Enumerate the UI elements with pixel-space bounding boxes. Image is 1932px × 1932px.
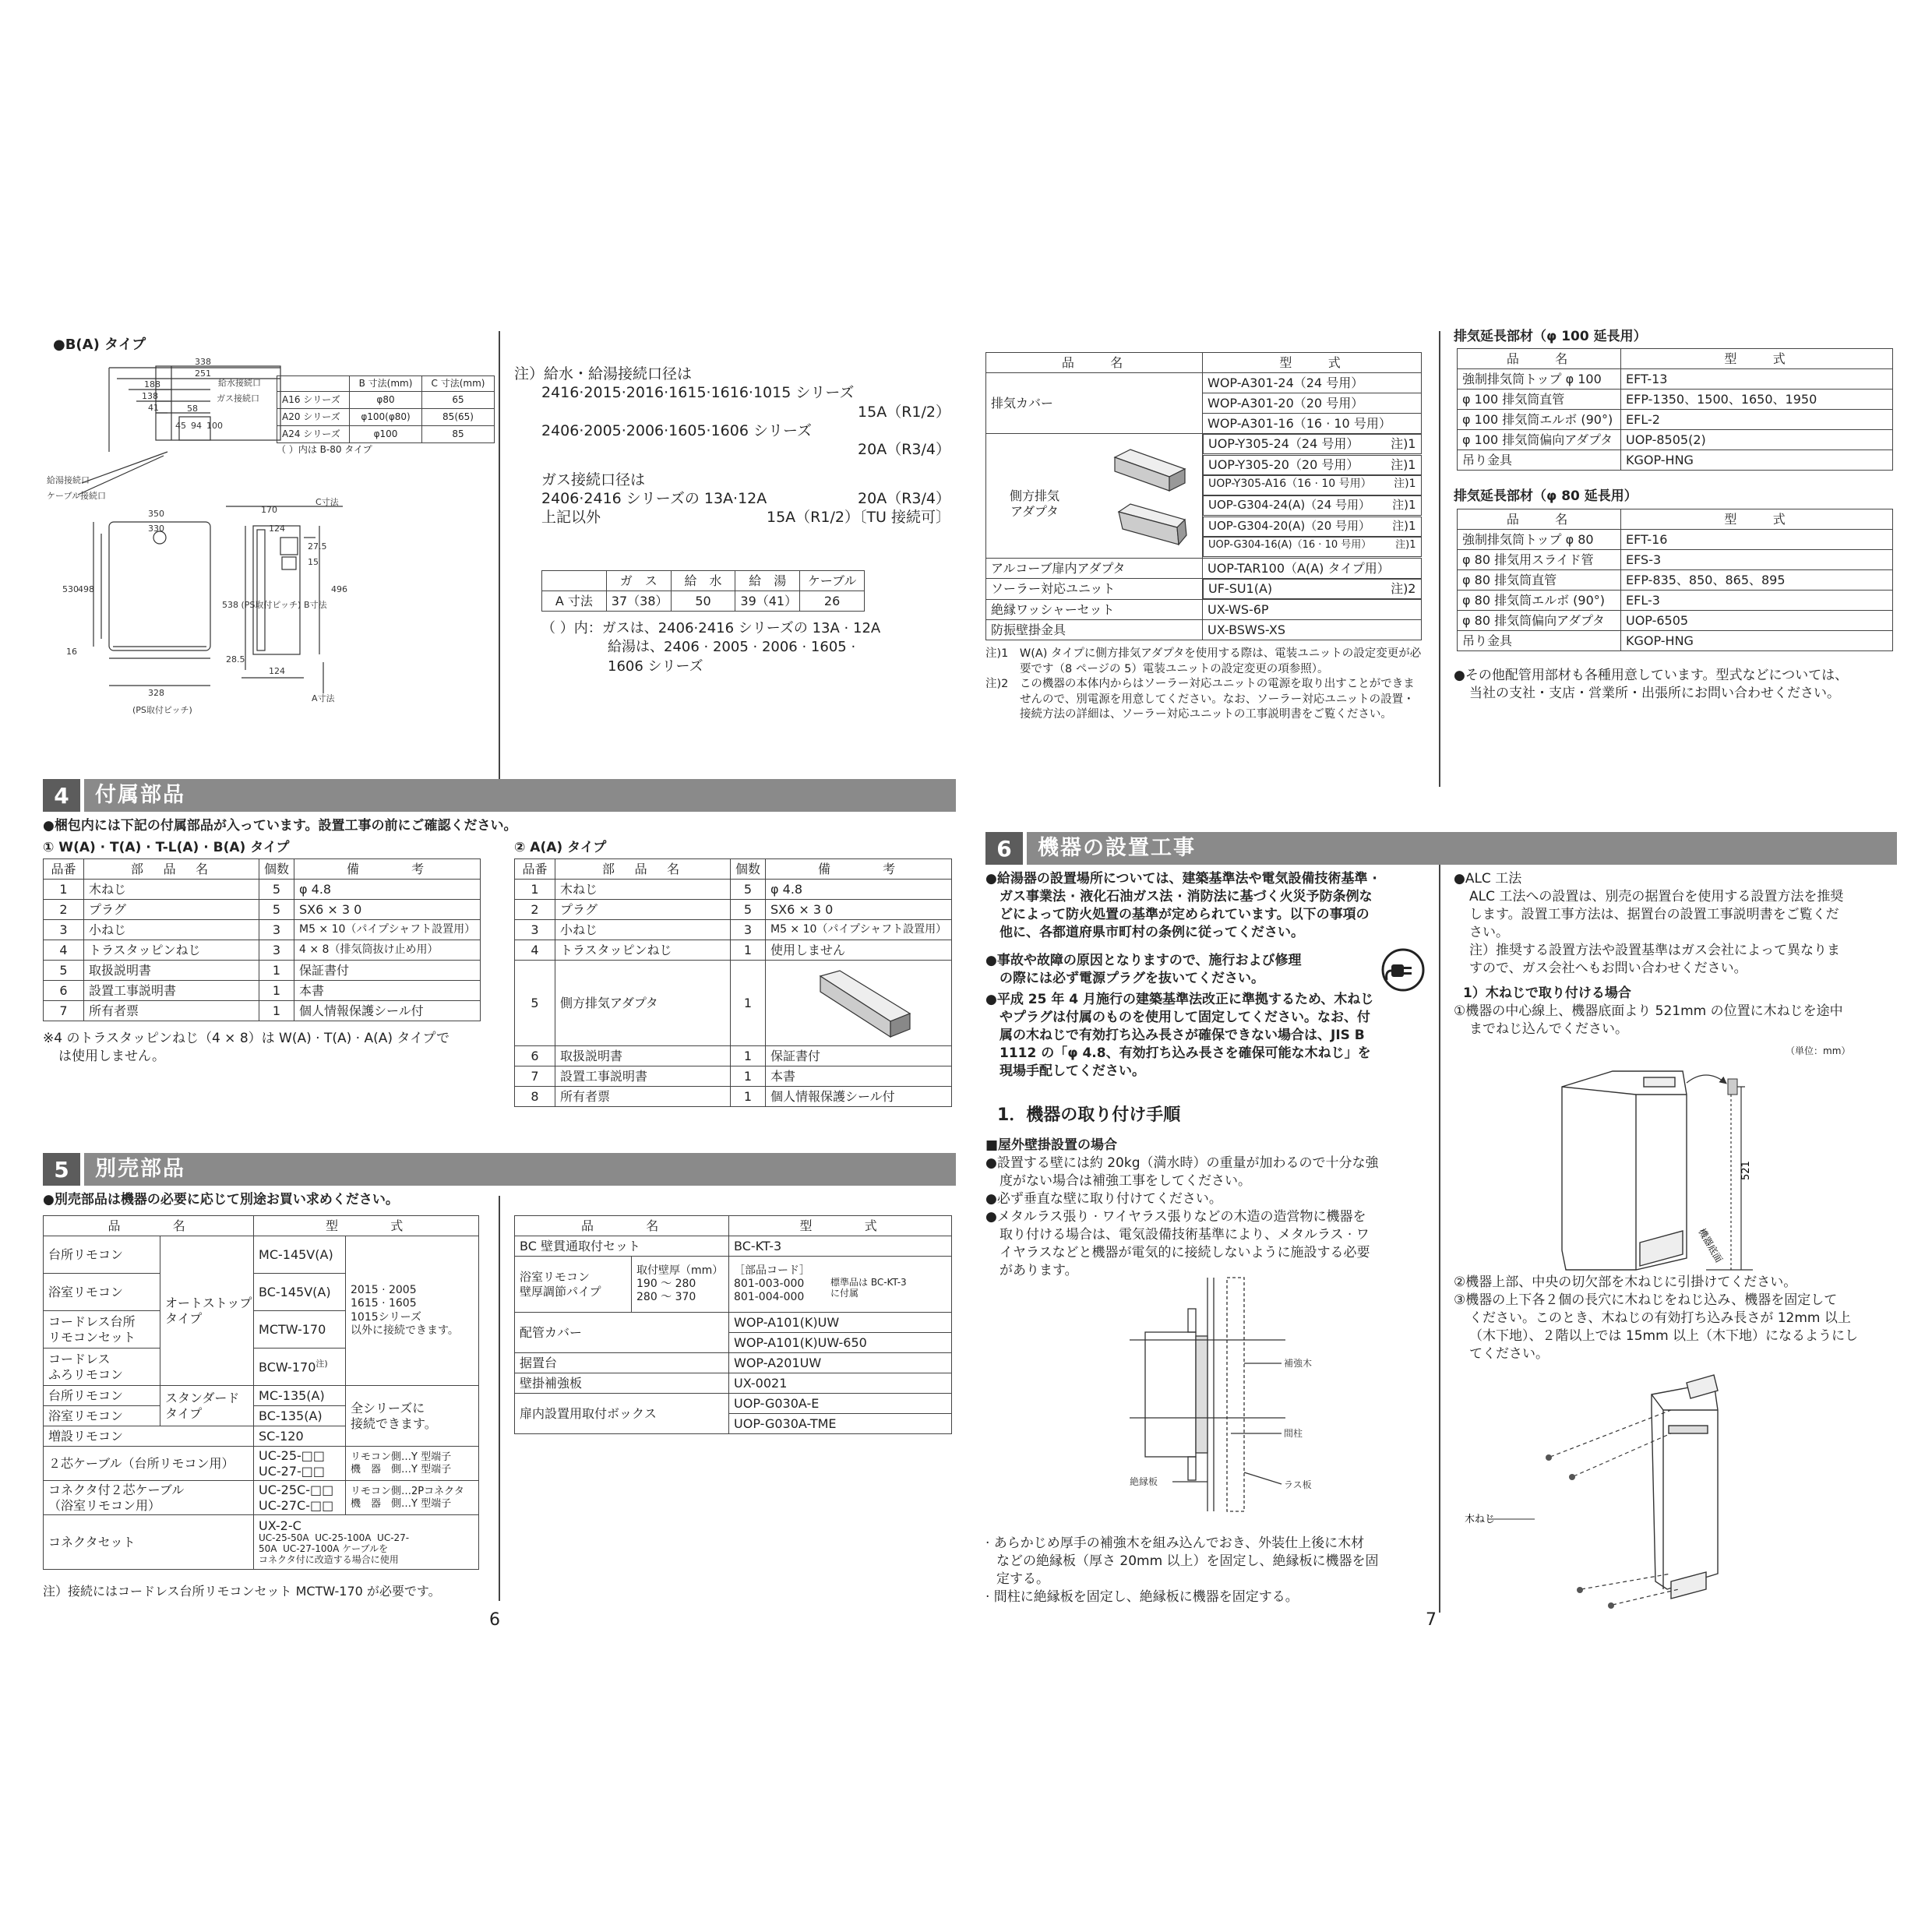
label-a-dim: A寸法 — [312, 693, 335, 703]
sec4-table1-note: ※4 のトラスタッピンねじ（4 × 8）は W(A) · T(A) · A(A) タイプで は使用しません。 — [43, 1031, 450, 1064]
wood-screw-title: 1）木ねじで取り付ける場合 — [1463, 985, 1631, 1001]
page-number-right: 7 — [1426, 1610, 1437, 1630]
divider-sec5 — [499, 1196, 500, 1601]
unit-label: （単位：mm） — [1786, 1045, 1851, 1056]
dim-16: 16 — [66, 647, 77, 657]
label-b-dim: B寸法 — [304, 600, 327, 610]
connection-notes: 注）給水・給湯接続口径は 2416·2015·2016·1615·1616·1015 シリーズ 15A（R1/2） 2406·2005·2006·1605·1606 シリーズ 20A（R3/4） ガス接続口径は 2406·2416 シリーズの 13A·12A 20A（R3/4） 上記以外 15A（R1/2）〔TU 接続可〕 — [514, 365, 950, 527]
dim-table-note: （ ）内は B-80 タイプ — [277, 444, 372, 455]
ext100-table: 品 名 型 式 強制排気筒トップ φ 100 EFT-13 φ 100 排気筒直管 EFP-1350、1500、1650、1950 φ 100 排気筒エルボ (90°) EFL-2 φ 100 排気筒偏向アダプタ UOP-8505(2) 吊り金具 KGOP-HNG — [1457, 348, 1893, 471]
label-mabashira: 間柱 — [1284, 1428, 1303, 1439]
accessory-table-1: 品番 部 品 名 個数 備 考 1 木ねじ 5 φ 4.8 2 プラグ 5 SX6 × 3 0 3 小ねじ 3 M5 × 10（パイプシャフト設置用） 4 トラスタッピンねじ 3 4 × 8（排気筒抜け止め用） 5 取扱説明書 1 保証書付 6 設置工事説明書 1 本書 7 所有者票 1 個人情報保護シール付 — [43, 858, 481, 1021]
dim-251: 251 — [195, 368, 211, 379]
dim-530: 530 — [62, 584, 79, 594]
page-number-left: 6 — [489, 1610, 500, 1630]
dim-124b: 124 — [269, 666, 285, 676]
sec6-bullet-1: ●給湯器の設置場所については、建築基準法や電気設備技術基準 · ガス事業法 · 液化石油ガス法 · 消防法に基づく火災予防条例な どによって防火処置の基準が定められています。以下の事項の 他に、各都道府県市町村の条例に従ってください。 — [985, 871, 1377, 940]
sec6-bullet-2: ●事故や故障の原因となりますので、施行および修理 の際には必ず電源プラグを抜いてください。 — [985, 953, 1302, 986]
label-ps538: 538 (PS取付ピッチ) — [222, 600, 301, 610]
label-hot-outlet: 給湯接続口 — [47, 475, 90, 485]
side-adapter-illustration — [1107, 442, 1193, 555]
mount-521-diagram — [1550, 1063, 1800, 1274]
dim-521: 521 — [1740, 1161, 1752, 1180]
wood-screw-fix-diagram — [1465, 1363, 1792, 1620]
ext100-title: 排気延長部材（φ 100 延長用） — [1454, 329, 1647, 344]
exhaust-parts-table: 品 名 型 式 排気カバー WOP-A301-24（24 号用） WOP-A301-20（20 号用） WOP-A301-16（16 · 10 号用） 側方排気 アダプタ UOP-Y305-24（24 号用） 注)1 UOP-Y305-20（20 号用） 注)1 UOP-Y305-A16（16 · 10 号用） 注)1 UOP-G304-24(A)（24 号用） 注)1 UOP-G304-20(A)（20 号用） 注)1 UOP-G304-16(A)（16 · 10 号用） 注)1 アルコーブ扉内アダプタ UOP-TAR100（A(A) タイプ用） ソーラー対応ユニット UF-SU1(A) 注)2 絶縁ワッシャーセット UX-WS-6P 防振壁掛金具 UX-BSWS-XS — [985, 352, 1422, 640]
dim-58: 58 — [187, 404, 198, 414]
dim-498: 498 — [78, 584, 94, 594]
wall-mount-wood-diagram — [1130, 1278, 1363, 1511]
wood-step-2-3: ②機器上部、中央の切欠部を木ねじに引掛けてください。 ③機器の上下各２個の長穴に木ねじをねじ込み、機器を固定して ください。このとき、木ねじの有効打ち込み長さが 12mm 以上 （木下地）、２階以上では 15mm 以上（木下地）になるようにし てください。 — [1454, 1274, 1859, 1362]
dim-328: 328 — [148, 688, 164, 698]
dim-338: 338 — [195, 357, 211, 367]
install-step-title: 1．機器の取り付け手順 — [997, 1105, 1181, 1125]
dim-15: 15 — [308, 557, 319, 567]
dim-138: 138 — [142, 391, 158, 401]
dim-496: 496 — [331, 584, 347, 594]
side-adapter-label: 側方排気 アダプタ — [1010, 488, 1060, 519]
label-ps-pitch: (PS取付ピッチ) — [132, 705, 192, 715]
optional-parts-table-1: 品 名 型 式 台所リモコン オートストップ タイプ MC-145V(A) 2015 · 2005 1615 · 1605 1015シリーズ 以外に接続できます。 浴室リモコン BC-145V(A) コードレス台所 リモコンセット MCTW-170 コードレス ふろリモコン BCW-$170^{注)}$ 台所リモコン スタンダード タイプ MC-135(A) 全シリーズに 接続できます。 浴室リモコン BC-135(A) 増設リモコン SC-120 ２芯ケーブル（台所リモコン用） UC-25-□□ UC-27-□□ リモコン側…Y 型端子 機 器 側…Y 型端子 コネクタ付２芯ケーブル （浴室リモコン用） UC-25C-□□ UC-27C-□□ リモコン側…2Pコネクタ 機 器 側…Y 型端子 コネクタセット UX-2-C UC-25-50A UC-25-100A UC-27- 50A UC-27-100A ケーブルを コネクタ付に改造する場合に使用 — [43, 1215, 479, 1570]
a-dimension-note: （ ）内：ガスは、2406·2416 シリーズの 13A · 12A 給湯は、2406 · 2005 · 2006 · 1605 · 1606 シリーズ — [541, 620, 881, 675]
label-water-inlet: 給水接続口 — [218, 378, 261, 388]
alc-method: ●ALC 工法 ALC 工法への設置は、別売の据置台を使用する設置方法を推奨 します。設置工事方法は、据置台の設置工事説明書をご覧くだ さい。 注）推奨する設置方法や設置基準はガス会社によって異なりま すので、ガス会社へもお問い合わせください。 — [1454, 871, 1844, 976]
sec5-note: 注）接続にはコードレス台所リモコンセット MCTW-170 が必要です。 — [43, 1584, 441, 1599]
divider — [499, 331, 500, 783]
unplug-warning-icon — [1380, 947, 1426, 992]
optional-parts-table-2: 品 名 型 式 BC 壁貫通取付セット BC-KT-3 浴室リモコン 壁厚調節パイプ 取付壁厚（mm） 190 ～ 280 280 ～ 370 ［部品コード］ 801-003-000 801-004-000 標準品は BC-KT-3 に付属 配管カバー WOP-A101(K)UW WOP-A101(K)UW-650 据置台 WOP-A201UW 壁掛補強板 UX-0021 扉内設置用取付ボックス UOP-G030A-E UOP-G030A-TME — [514, 1215, 952, 1434]
dim-170: 170 — [261, 505, 277, 515]
wall-mount-notes: · あらかじめ厚手の補強木を組み込んでおき、外装仕上後に木材 などの絶縁板（厚さ 20mm 以上）を固定し、絶縁板に機器を固 定する。 · 間柱に絶縁板を固定し、絶縁板に機器を固定する。 — [985, 1535, 1379, 1605]
label-bottom: 機器底面 — [1696, 1226, 1725, 1265]
section-6-header: 6 機器の設置工事 — [985, 832, 1897, 865]
ext-note: ●その他配管用部材も各種用意しています。型式などについては、 当社の支社・支店・営業所・出張所にお問い合わせください。 — [1454, 668, 1849, 701]
exhaust-notes: 注)1 W(A) タイプに側方排気アダプタを使用する際は、電装ユニットの設定変更が必要です（8 ページの 5）電装ユニットの設定変更の項参照）。 注)2 この機器の本体内からはソーラー対応ユニットの電源を取り出すことができませんので、別電源を用意してください。なお、ソーラー対応ユニットの設置・接続方法の詳細は、ソーラー対応ユニットの工事説明書をご覧ください。 — [985, 647, 1422, 721]
label-c-dim: C寸法 — [316, 497, 339, 507]
sec4-table2-title: ② A(A) タイプ — [514, 840, 607, 855]
section-4-header: 4 付属部品 — [43, 779, 956, 812]
label-zetsuen: 絶縁板 — [1130, 1476, 1158, 1487]
label-kineji: 木ねじ — [1465, 1514, 1496, 1525]
wood-step-1: ①機器の中心線上、機器底面より 521mm の位置に木ねじを途中 までねじ込んでください。 — [1454, 1003, 1843, 1037]
label-gas-inlet: ガス接続口 — [217, 393, 259, 404]
outdoor-title: ■屋外壁掛設置の場合 — [985, 1137, 1118, 1153]
a-dimension-table: ガ ス 給 水 給 湯 ケーブル A 寸法 37（38） 50 39（41） 26 — [541, 570, 865, 612]
sec5-intro: ●別売部品は機器の必要に応じて別途お買い求めください。 — [43, 1192, 399, 1208]
dim-330: 330 — [148, 524, 164, 534]
accessory-table-2: 品番 部 品 名 個数 備 考 1 木ねじ 5 φ 4.8 2 プラグ 5 SX6 × 3 0 3 小ねじ 3 M5 × 10（パイプシャフト設置用） 4 トラスタッピンねじ 1 使用しません 5 側方排気アダプタ 1 6 取扱説明書 1 保証書付 7 設置工事説明書 1 本書 8 所有者票 1 個人情報保護シール付 — [514, 858, 952, 1107]
dim-285: 28.5 — [226, 654, 245, 665]
dim-124: 124 — [269, 524, 285, 534]
label-hokyo: 補強木 — [1284, 1358, 1313, 1369]
section-5-header: 5 別売部品 — [43, 1153, 956, 1186]
dim-41: 41 — [148, 403, 159, 413]
ext80-table: 品 名 型 式 強制排気筒トップ φ 80 EFT-16 φ 80 排気用スライド管 EFS-3 φ 80 排気筒直管 EFP-835、850、865、895 φ 80 排気筒エルボ (90°) EFL-3 φ 80 排気筒偏向アダプタ UOP-6505 吊り金具 KGOP-HNG — [1457, 509, 1893, 651]
dim-188: 188 — [144, 379, 160, 390]
dimension-table: B 寸法(mm) C 寸法(mm) A16 シリーズ φ80 65 A20 シリーズ φ100(φ80) 85(65) A24 シリーズ φ100 85 （ ）内は B-80 タイプ — [277, 375, 495, 456]
dim-94: 94 — [191, 421, 202, 431]
dim-350: 350 — [148, 509, 164, 519]
ext80-title: 排気延長部材（φ 80 延長用） — [1454, 488, 1638, 504]
sec4-table1-title: ① W(A) · T(A) · T-L(A) · B(A) タイプ — [43, 840, 290, 855]
sec6-bullet-3: ●平成 25 年 4 月施行の建築基準法改正に準拠するため、木ねじ やプラグは付属のものを使用して固定してください。なお、付 属の木ねじで有効打ち込み長さが確保できない場合は、JIS B 1112 の「φ 4.8、有効打ち込み長さを確保可能な木ねじ」を 現場手配してください。 — [985, 992, 1374, 1079]
ba-type-title: ●B(A) タイプ — [53, 337, 146, 353]
outdoor-notes: ●設置する壁には約 20kg（満水時）の重量が加わるので十分な強 度がない場合は補強工事をしてください。 ●必ず垂直な壁に取り付けてください。 ●メタルラス張り · ワイヤラス張りなどの木造の造営物に機器を 取り付ける場合は、電気設備技術基準により、メタルラス · ワ イヤラスなどと機器が電気的に接続しないように施設する必要 があります。 — [985, 1155, 1379, 1278]
dim-100: 100 — [206, 421, 223, 431]
label-cable-inlet: ケーブル接続口 — [47, 491, 107, 501]
sec4-intro: ●梱包内には下記の付属部品が入っています。設置工事の前にご確認ください。 — [43, 818, 517, 834]
divider-right — [1439, 331, 1440, 787]
side-adapter-part-image — [813, 967, 922, 1038]
label-lath: ラス板 — [1284, 1479, 1312, 1490]
dim-45: 45 — [175, 421, 186, 431]
dim-275: 27.5 — [308, 541, 327, 552]
divider-sec6 — [1439, 865, 1440, 1613]
